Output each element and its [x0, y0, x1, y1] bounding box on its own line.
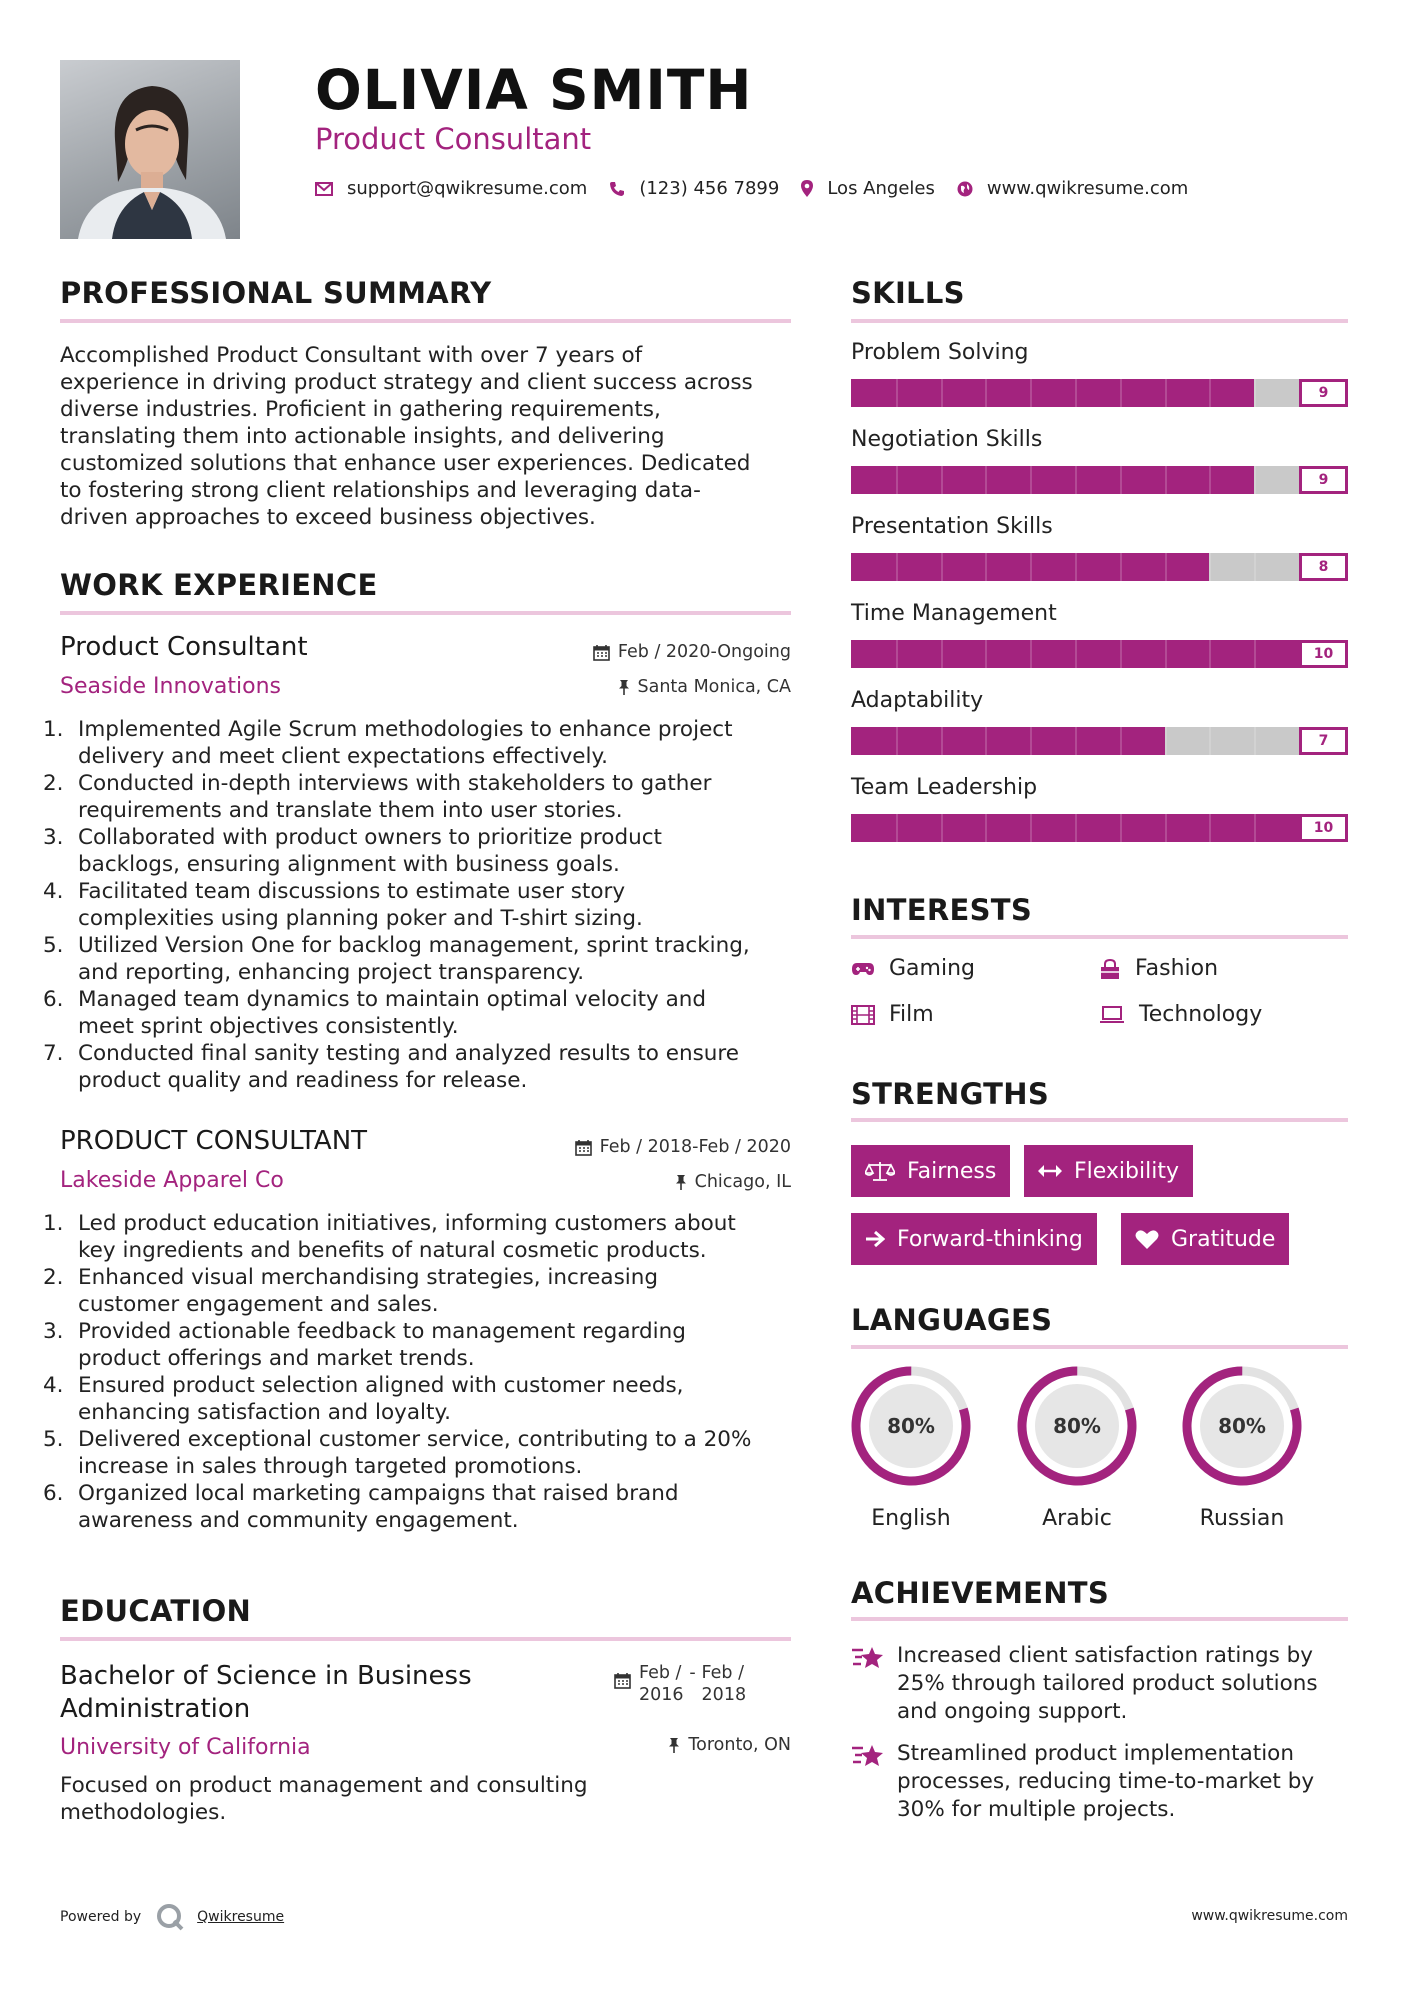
- contact-bar: [315, 178, 1210, 199]
- interest-item: [1099, 956, 1218, 981]
- strength-badge: [851, 1145, 1010, 1197]
- skill-label: Team Leadership: [851, 775, 1038, 800]
- item-number: 3.: [43, 825, 64, 850]
- skill-bar-segment: [985, 466, 987, 494]
- skill-bar-segment: [1254, 814, 1256, 842]
- brand-link[interactable]: Qwikresume: [197, 1909, 285, 1925]
- achievements-heading: ACHIEVEMENTS: [851, 1576, 1110, 1610]
- skill-bar-segment: [1120, 379, 1122, 407]
- item-line: and reporting, enhancing project transparency.: [78, 960, 585, 985]
- item-number: 6.: [43, 1481, 64, 1506]
- list-item: [43, 1372, 800, 1426]
- item-line: enhancing satisfaction and loyalty.: [78, 1400, 451, 1425]
- item-line: Facilitated team discussions to estimate user story: [78, 879, 626, 904]
- footer-branding: [60, 1902, 284, 1932]
- item-line: Organized local marketing campaigns that raised brand: [78, 1481, 679, 1506]
- list-item: [43, 1318, 800, 1372]
- skill-bar-segment: [1165, 379, 1167, 407]
- skill-bar-segment: [1030, 379, 1032, 407]
- item-line: customer engagement and sales.: [78, 1292, 439, 1317]
- summary-heading: PROFESSIONAL SUMMARY: [60, 276, 492, 310]
- skill-bar-segment: [1120, 553, 1122, 581]
- skill-bar-segment: [1075, 553, 1077, 581]
- item-line: requirements and translate them into user stories.: [78, 798, 623, 823]
- education-location-text: Toronto, ON: [688, 1735, 791, 1755]
- language-item: [1182, 1366, 1302, 1531]
- skill-bar-segment: [1165, 814, 1167, 842]
- envelope-icon: [315, 182, 333, 196]
- laptop-icon: [1099, 1006, 1125, 1024]
- language-ring: [1182, 1366, 1302, 1492]
- powered-by-text: Powered by: [60, 1909, 142, 1925]
- job-location: [675, 1172, 791, 1192]
- skill-row: [851, 775, 1348, 862]
- achievement-line: processes, reducing time-to-market by: [897, 1769, 1315, 1794]
- skill-bar-fill: [851, 379, 1254, 407]
- skill-bar-segment: [985, 727, 987, 755]
- language-label: Russian: [1199, 1506, 1285, 1531]
- languages-divider: [851, 1345, 1348, 1349]
- item-line: Ensured product selection aligned with customer needs,: [78, 1373, 684, 1398]
- education-divider: [60, 1637, 791, 1641]
- item-number: 1.: [43, 1211, 64, 1236]
- skill-score: 8: [1299, 553, 1348, 581]
- job-date: [593, 642, 791, 662]
- list-item: [43, 1040, 800, 1094]
- skill-row: [851, 340, 1348, 427]
- skill-bar-segment: [1075, 379, 1077, 407]
- skill-bar-segment: [1075, 640, 1077, 668]
- skill-bar-segment: [1030, 727, 1032, 755]
- skills-heading: SKILLS: [851, 276, 965, 310]
- list-item: [43, 878, 800, 932]
- skill-bar-segment: [896, 379, 898, 407]
- skill-bar-segment: [896, 814, 898, 842]
- language-label: English: [871, 1506, 951, 1531]
- skill-bar-segment: [1165, 640, 1167, 668]
- item-line: meet sprint objectives consistently.: [78, 1014, 459, 1039]
- list-item: [43, 986, 800, 1040]
- list-item: [43, 1480, 800, 1534]
- skill-bar-segment: [1209, 814, 1211, 842]
- item-number: 2.: [43, 1265, 64, 1290]
- globe-icon: [957, 181, 973, 197]
- achievement-line: 25% through tailored product solutions: [897, 1671, 1318, 1696]
- skill-label: Adaptability: [851, 688, 984, 713]
- list-item: [43, 1210, 800, 1264]
- summary-line: experience in driving product strategy and client success across: [60, 370, 753, 395]
- skill-row: [851, 514, 1348, 601]
- item-line: key ingredients and benefits of natural cosmetic products.: [78, 1238, 707, 1263]
- skill-bar-segment: [941, 553, 943, 581]
- shooting-star-icon: [851, 1644, 885, 1672]
- balance-scale-icon: [865, 1160, 895, 1182]
- skill-row: [851, 601, 1348, 688]
- candidate-role: Product Consultant: [315, 122, 592, 156]
- experience-heading: WORK EXPERIENCE: [60, 568, 378, 602]
- item-line: backlogs, ensuring alignment with business goals.: [78, 852, 620, 877]
- skill-bar-segment: [985, 553, 987, 581]
- interest-label: Fashion: [1135, 956, 1219, 981]
- skill-label: Problem Solving: [851, 340, 1029, 365]
- language-item: [851, 1366, 971, 1531]
- item-number: 5.: [43, 1427, 64, 1452]
- job-location-text: Chicago, IL: [694, 1172, 791, 1192]
- profile-photo: [60, 60, 240, 239]
- language-percent: 80%: [1218, 1414, 1266, 1438]
- skill-bar-segment: [941, 640, 943, 668]
- summary-line: diverse industries. Proficient in gathering requirements,: [60, 397, 661, 422]
- item-line: Conducted in-depth interviews with stakeholders to gather: [78, 771, 712, 796]
- item-line: Conducted final sanity testing and analyzed results to ensure: [78, 1041, 740, 1066]
- skill-bar-segment: [1209, 379, 1211, 407]
- skill-label: Presentation Skills: [851, 514, 1053, 539]
- skill-score: 7: [1299, 727, 1348, 755]
- description-line: Focused on product management and consulting: [60, 1773, 588, 1798]
- interest-item: [1099, 1002, 1262, 1027]
- date-line: 2016: [639, 1685, 684, 1705]
- date-line: 2018: [701, 1685, 747, 1705]
- item-line: complexities using planning poker and T-shirt sizing.: [78, 906, 643, 931]
- skill-row: [851, 427, 1348, 514]
- portrait-image: [60, 60, 240, 239]
- list-item: [43, 824, 800, 878]
- calendar-icon: [614, 1672, 631, 1689]
- interest-label: Technology: [1139, 1002, 1263, 1027]
- skill-bar-segment: [1254, 640, 1256, 668]
- achievement-line: 30% for multiple projects.: [897, 1797, 1176, 1822]
- interest-label: Gaming: [889, 956, 975, 981]
- achievement-text: [897, 1740, 1314, 1824]
- skill-label: Negotiation Skills: [851, 427, 1043, 452]
- contact-email-text: support@qwikresume.com: [347, 178, 588, 199]
- job-date-text: Feb / 2018-Feb / 2020: [599, 1137, 791, 1157]
- skill-bar: [851, 553, 1348, 581]
- contact-phone-text: (123) 456 7899: [639, 178, 780, 199]
- phone-icon: [609, 181, 625, 197]
- skill-bar-segment: [1209, 727, 1211, 755]
- education-dates: [614, 1662, 746, 1706]
- skill-bar-segment: [941, 379, 943, 407]
- skill-bar-fill: [851, 640, 1348, 668]
- skill-bar-segment: [1254, 553, 1256, 581]
- item-line: increase in sales through targeted promotions.: [78, 1454, 583, 1479]
- degree-line: Bachelor of Science in Business: [60, 1661, 472, 1691]
- summary-line: driven approaches to exceed business objectives.: [60, 505, 596, 530]
- strength-badge: [1121, 1213, 1289, 1265]
- skill-bar-segment: [941, 466, 943, 494]
- skill-bar-segment: [1209, 553, 1211, 581]
- education-start: [639, 1662, 684, 1706]
- interest-item: [851, 956, 975, 981]
- language-label: Arabic: [1042, 1506, 1112, 1531]
- job-responsibilities: [43, 1210, 800, 1534]
- job-location: [618, 677, 792, 697]
- achievement-item: [851, 1740, 1351, 1824]
- pin-icon: [675, 1174, 687, 1191]
- skill-bar-segment: [941, 727, 943, 755]
- skill-label: Time Management: [851, 601, 1057, 626]
- list-item: [43, 932, 800, 986]
- skill-bar-fill: [851, 814, 1348, 842]
- job-title: PRODUCT CONSULTANT: [60, 1126, 368, 1156]
- item-line: Implemented Agile Scrum methodologies to enhance project: [78, 717, 733, 742]
- job-date: [575, 1137, 791, 1157]
- skill-bar-segment: [1075, 814, 1077, 842]
- skill-bar-segment: [1165, 727, 1167, 755]
- achievement-item: [851, 1642, 1351, 1726]
- skill-bar-segment: [985, 379, 987, 407]
- achievement-text: [897, 1642, 1318, 1726]
- item-number: 5.: [43, 933, 64, 958]
- skill-bar-fill: [851, 466, 1254, 494]
- school-name: University of California: [60, 1735, 311, 1760]
- skill-bar: [851, 814, 1348, 842]
- contact-website-text: www.qwikresume.com: [986, 178, 1189, 199]
- contact-email[interactable]: [315, 178, 587, 199]
- degree-line: Administration: [60, 1694, 251, 1724]
- item-line: Collaborated with product owners to prioritize product: [78, 825, 662, 850]
- language-percent: 80%: [1053, 1414, 1101, 1438]
- item-number: 7.: [43, 1041, 64, 1066]
- contact-location: [801, 178, 935, 199]
- contact-phone[interactable]: [609, 178, 779, 199]
- strength-label: Flexibility: [1074, 1158, 1179, 1184]
- film-icon: [851, 1005, 875, 1025]
- shooting-star-icon: [851, 1742, 885, 1770]
- summary-text: [60, 342, 800, 531]
- strength-label: Gratitude: [1171, 1226, 1276, 1252]
- item-line: Provided actionable feedback to management regarding: [78, 1319, 686, 1344]
- interests-heading: INTERESTS: [851, 893, 1033, 927]
- pin-icon: [668, 1737, 680, 1754]
- description-line: methodologies.: [60, 1800, 227, 1825]
- shopping-bag-icon: [1099, 958, 1121, 980]
- skill-bar-segment: [1254, 466, 1256, 494]
- skill-bar-segment: [941, 814, 943, 842]
- item-line: Led product education initiatives, informing customers about: [78, 1211, 736, 1236]
- achievement-line: and ongoing support.: [897, 1699, 1128, 1724]
- language-ring: [1017, 1366, 1137, 1492]
- summary-line: Accomplished Product Consultant with over 7 years of: [60, 343, 643, 368]
- contact-location-text: Los Angeles: [827, 178, 935, 199]
- skill-bar-segment: [1030, 466, 1032, 494]
- item-line: Utilized Version One for backlog management, sprint tracking,: [78, 933, 750, 958]
- skill-score: 10: [1299, 814, 1348, 842]
- list-item: [43, 770, 800, 824]
- date-line: Feb /: [639, 1663, 682, 1683]
- achievement-line: Streamlined product implementation: [897, 1741, 1294, 1766]
- skills-list: [851, 340, 1348, 862]
- list-item: [43, 1264, 800, 1318]
- skill-bar-segment: [1030, 553, 1032, 581]
- job-date-text: Feb / 2020-Ongoing: [617, 642, 791, 662]
- item-number: 6.: [43, 987, 64, 1012]
- heart-icon: [1135, 1229, 1159, 1250]
- pin-icon: [618, 679, 630, 696]
- contact-website[interactable]: [957, 178, 1188, 199]
- summary-divider: [60, 319, 791, 323]
- item-number: 3.: [43, 1319, 64, 1344]
- skill-bar: [851, 727, 1348, 755]
- item-number: 4.: [43, 1373, 64, 1398]
- job-title: Product Consultant: [60, 632, 308, 662]
- item-number: 2.: [43, 771, 64, 796]
- summary-line: translating them into actionable insights, and delivering: [60, 424, 665, 449]
- skill-bar-segment: [1120, 640, 1122, 668]
- strength-badge: [851, 1213, 1097, 1265]
- skill-bar-fill: [851, 727, 1165, 755]
- strength-label: Forward-thinking: [897, 1226, 1083, 1252]
- skill-bar: [851, 379, 1348, 407]
- education-description: [60, 1772, 760, 1826]
- skill-bar-segment: [985, 640, 987, 668]
- achievement-line: Increased client satisfaction ratings by: [897, 1643, 1314, 1668]
- item-line: Delivered exceptional customer service, contributing to a 20%: [78, 1427, 752, 1452]
- skill-bar: [851, 640, 1348, 668]
- skill-bar-segment: [1209, 466, 1211, 494]
- calendar-icon: [593, 644, 610, 661]
- skill-bar: [851, 466, 1348, 494]
- language-item: [1017, 1366, 1137, 1531]
- languages-list: [851, 1366, 1348, 1536]
- skill-bar-segment: [1165, 466, 1167, 494]
- skill-bar-segment: [1075, 466, 1077, 494]
- languages-heading: LANGUAGES: [851, 1303, 1053, 1337]
- calendar-icon: [575, 1139, 592, 1156]
- footer-website[interactable]: www.qwikresume.com: [1191, 1908, 1348, 1924]
- skill-bar-segment: [1120, 814, 1122, 842]
- skill-score: 10: [1299, 640, 1348, 668]
- degree-title: [60, 1660, 472, 1726]
- skill-bar-segment: [1254, 379, 1256, 407]
- date-separator: -: [689, 1663, 696, 1683]
- language-percent: 80%: [887, 1414, 935, 1438]
- education-heading: EDUCATION: [60, 1594, 252, 1628]
- language-ring: [851, 1366, 971, 1492]
- interest-label: Film: [889, 1002, 934, 1027]
- list-item: [43, 1426, 800, 1480]
- interest-item: [851, 1002, 934, 1027]
- summary-line: to fostering strong client relationships and leveraging data-: [60, 478, 701, 503]
- skills-divider: [851, 319, 1348, 323]
- skill-bar-segment: [1075, 727, 1077, 755]
- skill-bar-segment: [985, 814, 987, 842]
- candidate-name: OLIVIA SMITH: [315, 58, 753, 122]
- arrow-right-icon: [865, 1230, 885, 1248]
- skill-bar-segment: [1254, 727, 1256, 755]
- education-location: [668, 1735, 791, 1755]
- list-item: [43, 716, 800, 770]
- date-line: Feb /: [701, 1663, 744, 1683]
- strengths-divider: [851, 1118, 1348, 1122]
- skill-row: [851, 688, 1348, 775]
- skill-bar-segment: [1165, 553, 1167, 581]
- item-line: Enhanced visual merchandising strategies, increasing: [78, 1265, 659, 1290]
- skill-bar-segment: [896, 466, 898, 494]
- item-line: delivery and meet client expectations effectively.: [78, 744, 609, 769]
- strengths-heading: STRENGTHS: [851, 1077, 1050, 1111]
- achievements-divider: [851, 1617, 1348, 1621]
- gamepad-icon: [851, 961, 875, 977]
- skill-bar-segment: [896, 640, 898, 668]
- summary-line: customized solutions that enhance user experiences. Dedicated: [60, 451, 751, 476]
- item-line: product offerings and market trends.: [78, 1346, 475, 1371]
- item-line: Managed team dynamics to maintain optimal velocity and: [78, 987, 707, 1012]
- skill-bar-segment: [1209, 640, 1211, 668]
- skill-score: 9: [1299, 379, 1348, 407]
- job-responsibilities: [43, 716, 800, 1094]
- item-number: 4.: [43, 879, 64, 904]
- map-marker-icon: [801, 180, 813, 197]
- strength-label: Fairness: [907, 1158, 997, 1184]
- skill-bar-segment: [896, 727, 898, 755]
- arrows-horizontal-icon: [1038, 1164, 1062, 1178]
- item-line: product quality and readiness for release.: [78, 1068, 528, 1093]
- skill-bar-segment: [1030, 814, 1032, 842]
- qwikresume-logo-icon: [155, 1902, 185, 1932]
- strength-badge: [1024, 1145, 1193, 1197]
- item-number: 1.: [43, 717, 64, 742]
- skill-bar-segment: [1120, 466, 1122, 494]
- skill-bar-segment: [1030, 640, 1032, 668]
- job-company: Seaside Innovations: [60, 674, 281, 699]
- job-company: Lakeside Apparel Co: [60, 1168, 284, 1193]
- item-line: awareness and community engagement.: [78, 1508, 519, 1533]
- education-end: [702, 1662, 747, 1706]
- interests-divider: [851, 935, 1348, 939]
- job-location-text: Santa Monica, CA: [637, 677, 791, 697]
- skill-bar-segment: [896, 553, 898, 581]
- experience-divider: [60, 611, 791, 615]
- skill-bar-segment: [1120, 727, 1122, 755]
- skill-score: 9: [1299, 466, 1348, 494]
